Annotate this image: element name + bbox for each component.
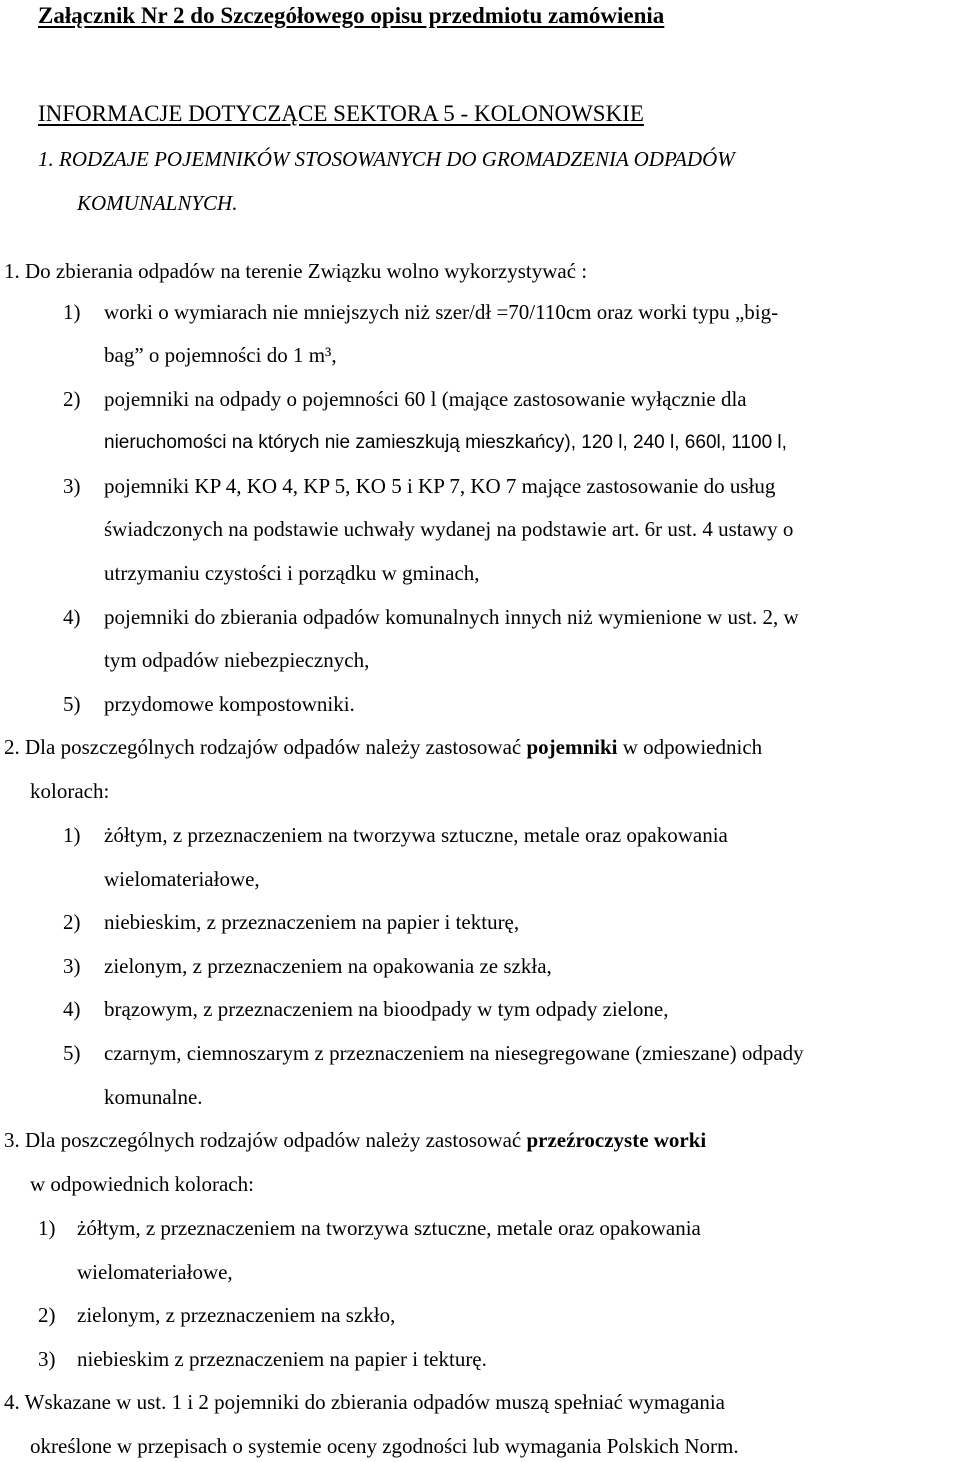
section-1-heading-line-1: 1. RODZAJE POJEMNIKÓW STOSOWANYCH DO GROMADZENIA ODPADÓW — [38, 147, 735, 171]
point-2-item-5-line-2: komunalne. — [104, 1085, 203, 1109]
point-3-bold-transparent-bags: przeźroczyste worki — [526, 1128, 707, 1152]
point-1-item-2-line-2: nieruchomości na których nie zamieszkują mieszkańcy), 120 l, 240 l, 660l, 1100 l, — [104, 432, 787, 453]
point-3-item-2-line-1: zielonym, z przeznaczeniem na szkło, — [77, 1303, 396, 1327]
point-1-item-1-number: 1) — [63, 300, 81, 324]
point-3-item-1-line-1: żółtym, z przeznaczeniem na tworzywa sztuczne, metale oraz opakowania — [77, 1216, 701, 1240]
point-2-item-3-line-1: zielonym, z przeznaczeniem na opakowania ze szkła, — [104, 954, 552, 978]
point-1-item-2-number: 2) — [63, 387, 81, 411]
point-2-item-5-number: 5) — [63, 1041, 81, 1065]
point-2-item-4-line-1: brązowym, z przeznaczeniem na bioodpady w tym odpady zielone, — [104, 997, 669, 1021]
point-2-bold-containers: pojemniki — [526, 735, 618, 759]
point-1-item-3-line-2: świadczonych na podstawie uchwały wydanej na podstawie art. 6r ust. 4 ustawy o — [104, 517, 794, 541]
point-1-item-5-line-1: przydomowe kompostowniki. — [104, 692, 355, 716]
point-3-line-2: w odpowiednich kolorach: — [30, 1172, 254, 1196]
point-3-item-2-number: 2) — [38, 1303, 56, 1327]
point-2-item-5-line-1: czarnym, ciemnoszarym z przeznaczeniem na niesegregowane (zmieszane) odpady — [104, 1041, 804, 1065]
point-2-item-1-line-2: wielomateriałowe, — [104, 867, 260, 891]
point-2-item-3-number: 3) — [63, 954, 81, 978]
point-1-item-1-line-1: worki o wymiarach nie mniejszych niż szer/dł =70/110cm oraz worki typu „big- — [104, 300, 779, 324]
point-1-item-3-number: 3) — [63, 474, 81, 498]
point-2-line-1-pre: 2. Dla poszczególnych rodzajów odpadów należy zastosować — [4, 735, 527, 759]
point-2-line-2: kolorach: — [30, 779, 110, 803]
point-1-item-4-line-1: pojemniki do zbierania odpadów komunalnych innych niż wymienione w ust. 2, w — [104, 605, 799, 629]
point-1-item-4-number: 4) — [63, 605, 81, 629]
point-1-item-3-line-1: pojemniki KP 4, KO 4, KP 5, KO 5 i KP 7, KO 7 mające zastosowanie do usług — [104, 474, 776, 498]
point-4-line-1: 4. Wskazane w ust. 1 i 2 pojemniki do zbierania odpadów muszą spełniać wymagania — [4, 1390, 725, 1414]
point-2-item-1-line-1: żółtym, z przeznaczeniem na tworzywa sztuczne, metale oraz opakowania — [104, 823, 728, 847]
point-3-line-1-pre: 3. Dla poszczególnych rodzajów odpadów należy zastosować — [4, 1128, 527, 1152]
point-2-item-4-number: 4) — [63, 997, 81, 1021]
document-title: Załącznik Nr 2 do Szczegółowego opisu przedmiotu zamówienia — [38, 3, 665, 28]
point-2-line-1 — [4, 737, 762, 758]
point-4-line-2: określone w przepisach o systemie oceny zgodności lub wymagania Polskich Norm. — [30, 1434, 739, 1458]
point-1-item-3-line-3: utrzymaniu czystości i porządku w gminach, — [104, 561, 480, 585]
point-3-line-1 — [4, 1130, 706, 1151]
point-3-item-1-line-2: wielomateriałowe, — [77, 1260, 233, 1284]
point-2-item-1-number: 1) — [63, 823, 81, 847]
point-2-line-1-post: w odpowiednich — [617, 735, 763, 759]
point-1-item-5-number: 5) — [63, 692, 81, 716]
point-3-item-3-number: 3) — [38, 1347, 56, 1371]
point-2-item-2-number: 2) — [63, 910, 81, 934]
point-3-item-3-line-1: niebieskim z przeznaczeniem na papier i tekturę. — [77, 1347, 487, 1371]
point-1-item-1-line-2: bag” o pojemności do 1 m³, — [104, 343, 337, 367]
point-1-item-4-line-2: tym odpadów niebezpiecznych, — [104, 648, 370, 672]
sector-heading: INFORMACJE DOTYCZĄCE SEKTORA 5 - KOLONOWSKIE — [38, 101, 644, 126]
point-2-item-2-line-1: niebieskim, z przeznaczeniem na papier i tekturę, — [104, 910, 520, 934]
section-1-heading-line-2: KOMUNALNYCH. — [77, 191, 238, 215]
point-1-item-2-line-1: pojemniki na odpady o pojemności 60 l (mające zastosowanie wyłącznie dla — [104, 387, 747, 411]
point-3-item-1-number: 1) — [38, 1216, 56, 1240]
point-1-intro: 1. Do zbierania odpadów na terenie Związku wolno wykorzystywać : — [4, 259, 588, 283]
